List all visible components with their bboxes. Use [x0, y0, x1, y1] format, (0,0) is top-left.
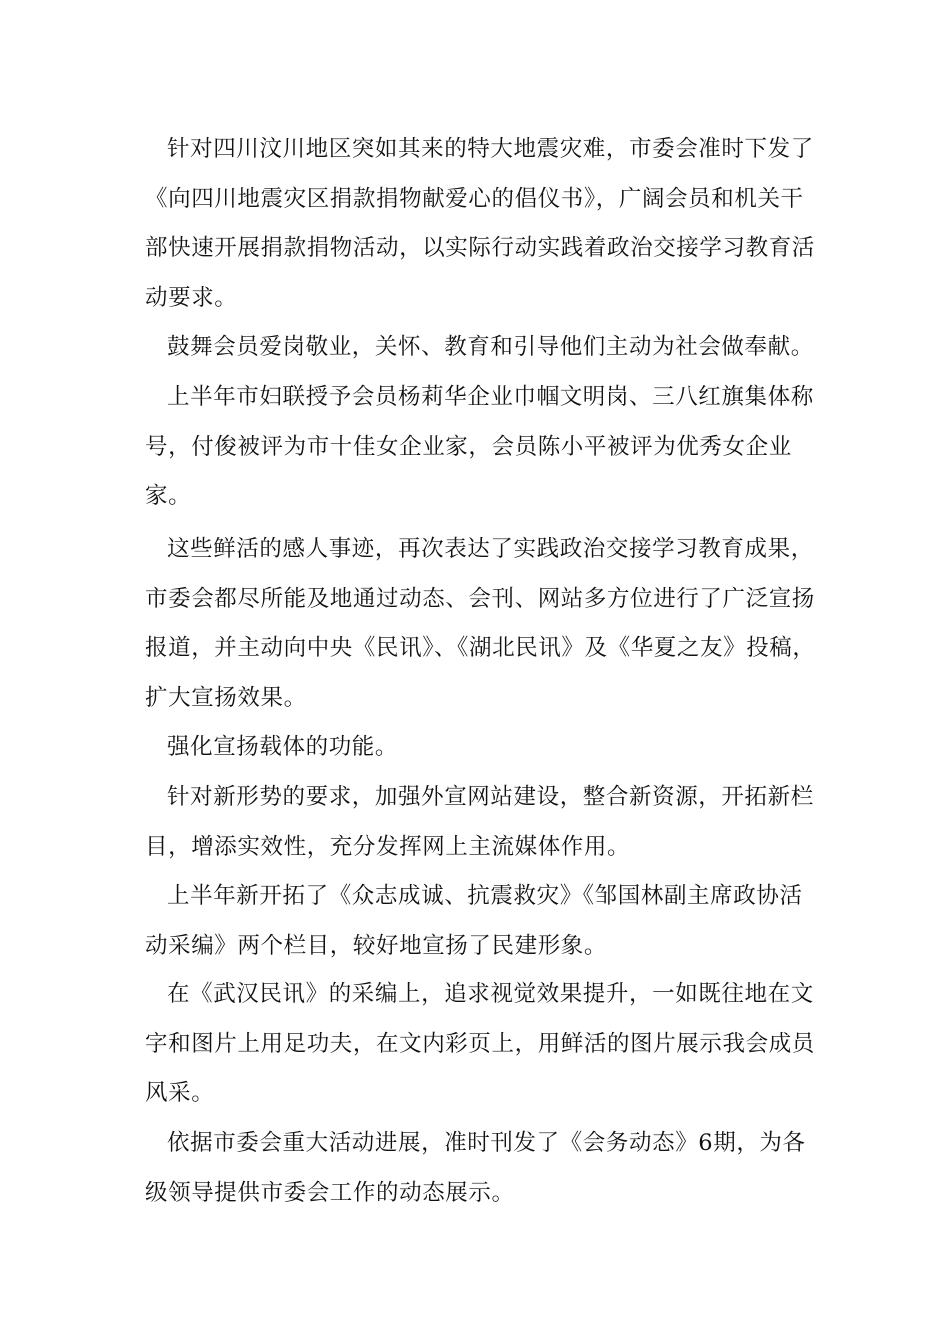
paragraph-website-construction: 针对新形势的要求，加强外宣网站建设，整合新资源，开拓新栏目，增添实效性，充分发挥网上主流媒体作用。 [145, 784, 814, 860]
paragraph-womens-federation-awards: 上半年市妇联授予会员杨莉华企业巾帼文明岗、三八红旗集体称号，付俊被评为市十佳女企业家，会员陈小平被评为优秀女企业家。 [145, 384, 814, 509]
paragraph-new-columns: 上半年新开拓了《众志成诚、抗震救灾》《邹国林副主席政协活动采编》两个栏目，较好地宣扬了民建形象。 [145, 883, 803, 959]
paragraph-strengthen-carriers: 强化宣扬载体的功能。 [167, 734, 399, 760]
paragraph-earthquake-donation: 针对四川汶川地区突如其来的特大地震灾难，市委会准时下发了《向四川地震灾区捐款捐物献爱心的倡仪书》，广阔会员和机关干部快速开展捐款捐物活动，以实际行动实践着政治交接学习教育活动要求。 [145, 136, 815, 311]
paragraph-affairs-dynamics: 依据市委会重大活动进展，准时刊发了《会务动态》6期，为各级领导提供市委会工作的动态展示。 [145, 1130, 806, 1206]
paragraph-publicity-results: 这些鲜活的感人事迹，再次表达了实践政治交接学习教育成果，市委会都尽所能及地通过动态、会刊、网站多方位进行了广泛宣扬报道，并主动向中央《民讯》、《湖北民讯》及《华夏之友》投稿，扩大宣扬效果。 [145, 536, 816, 711]
paragraph-wuhan-minxun: 在《武汉民讯》的采编上，追求视觉效果提升，一如既往地在文字和图片上用足功夫，在文内彩页上，用鲜活的图片展示我会成员风采。 [145, 981, 815, 1106]
paragraph-encourage-members: 鼓舞会员爱岗敬业，关怀、教育和引导他们主动为社会做奉献。 [167, 334, 814, 360]
